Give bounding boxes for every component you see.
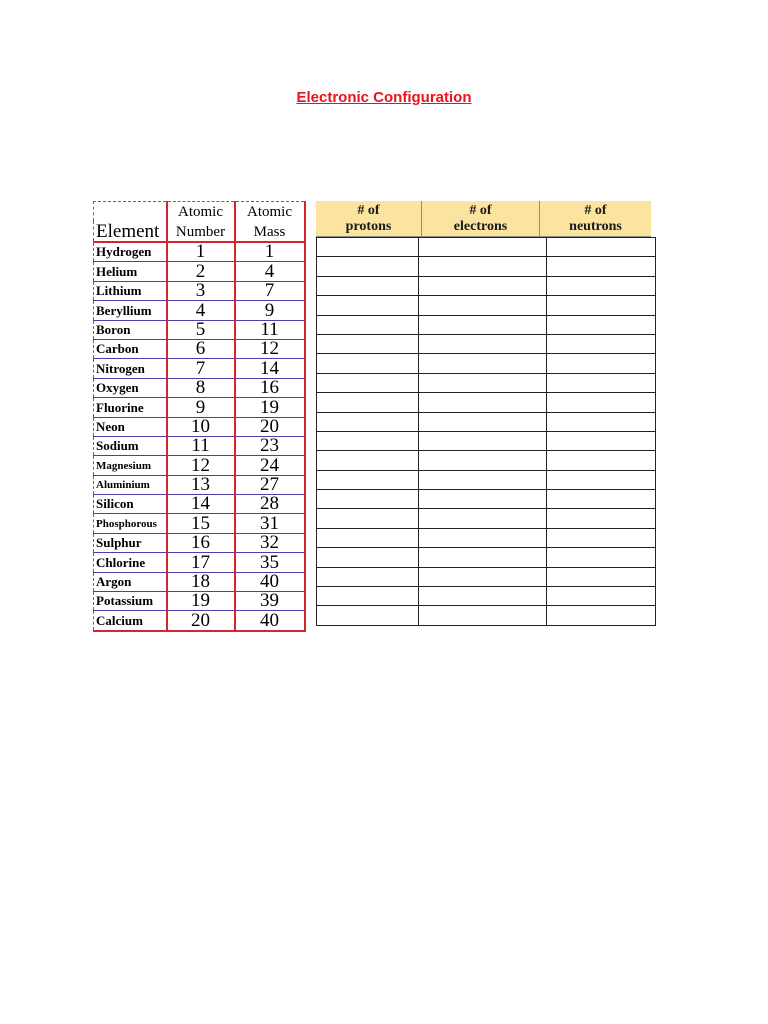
electrons-cell[interactable] bbox=[419, 373, 547, 392]
element-name: Helium bbox=[94, 262, 167, 281]
protons-cell[interactable] bbox=[317, 548, 419, 567]
header-atomic-mass-top: Atomic bbox=[235, 202, 305, 222]
element-name: Boron bbox=[94, 320, 167, 339]
table-row bbox=[317, 238, 656, 257]
header-protons bbox=[316, 201, 422, 236]
atomic-mass: 16 bbox=[235, 378, 305, 397]
table-row bbox=[94, 398, 305, 417]
electrons-cell[interactable] bbox=[419, 238, 547, 257]
header-atomic-number: Number bbox=[167, 221, 235, 242]
atomic-mass: 19 bbox=[235, 398, 305, 417]
atomic-mass: 7 bbox=[235, 281, 305, 300]
table-row bbox=[94, 495, 305, 514]
table-row bbox=[317, 276, 656, 295]
table-row bbox=[317, 412, 656, 431]
protons-cell[interactable] bbox=[317, 276, 419, 295]
table-row bbox=[94, 320, 305, 339]
table-row bbox=[317, 257, 656, 276]
atomic-number: 13 bbox=[167, 475, 235, 494]
protons-cell[interactable] bbox=[317, 606, 419, 625]
atomic-mass: 4 bbox=[235, 262, 305, 281]
atomic-mass: 35 bbox=[235, 553, 305, 572]
header-neutrons bbox=[540, 201, 651, 236]
element-name: Beryllium bbox=[94, 301, 167, 320]
table-row bbox=[317, 393, 656, 412]
table-row bbox=[94, 281, 305, 300]
electrons-cell[interactable] bbox=[419, 470, 547, 489]
element-name: Aluminium bbox=[94, 475, 167, 494]
table-row bbox=[94, 417, 305, 436]
atomic-number: 5 bbox=[167, 320, 235, 339]
protons-cell[interactable] bbox=[317, 509, 419, 528]
atomic-number: 7 bbox=[167, 359, 235, 378]
protons-cell[interactable] bbox=[317, 393, 419, 412]
counts-table-header bbox=[316, 201, 651, 237]
table-row bbox=[94, 301, 305, 320]
electrons-cell[interactable] bbox=[419, 528, 547, 547]
atomic-mass: 20 bbox=[235, 417, 305, 436]
element-name: Phosphorous bbox=[94, 514, 167, 533]
protons-cell[interactable] bbox=[317, 412, 419, 431]
neutrons-cell[interactable] bbox=[547, 412, 656, 431]
table-row bbox=[94, 242, 305, 262]
neutrons-cell[interactable] bbox=[547, 528, 656, 547]
atomic-number: 17 bbox=[167, 553, 235, 572]
atomic-number: 18 bbox=[167, 572, 235, 591]
electrons-cell[interactable] bbox=[419, 509, 547, 528]
atomic-mass: 39 bbox=[235, 592, 305, 611]
table-row bbox=[317, 470, 656, 489]
neutrons-cell[interactable] bbox=[547, 296, 656, 315]
electrons-cell[interactable] bbox=[419, 334, 547, 353]
neutrons-cell[interactable] bbox=[547, 393, 656, 412]
atomic-number: 4 bbox=[167, 301, 235, 320]
neutrons-cell[interactable] bbox=[547, 567, 656, 586]
table-row bbox=[94, 262, 305, 281]
electrons-cell[interactable] bbox=[419, 567, 547, 586]
electrons-cell[interactable] bbox=[419, 257, 547, 276]
neutrons-cell[interactable] bbox=[547, 373, 656, 392]
atomic-mass: 14 bbox=[235, 359, 305, 378]
atomic-number: 16 bbox=[167, 533, 235, 552]
atomic-number: 20 bbox=[167, 611, 235, 631]
neutrons-cell[interactable] bbox=[547, 334, 656, 353]
protons-cell[interactable] bbox=[317, 528, 419, 547]
header-element-top bbox=[94, 202, 167, 222]
electrons-cell[interactable] bbox=[419, 296, 547, 315]
electrons-cell[interactable] bbox=[419, 412, 547, 431]
electrons-cell[interactable] bbox=[419, 451, 547, 470]
table-row bbox=[317, 451, 656, 470]
element-name: Calcium bbox=[94, 611, 167, 631]
elements-table-body bbox=[94, 202, 305, 631]
element-name: Carbon bbox=[94, 339, 167, 358]
atomic-number: 11 bbox=[167, 436, 235, 455]
table-row bbox=[317, 315, 656, 334]
table-row bbox=[317, 587, 656, 606]
table-row bbox=[317, 334, 656, 353]
table-row bbox=[94, 378, 305, 397]
table-row bbox=[94, 533, 305, 552]
atomic-number: 14 bbox=[167, 495, 235, 514]
atomic-number: 6 bbox=[167, 339, 235, 358]
table-row bbox=[317, 509, 656, 528]
atomic-number: 8 bbox=[167, 378, 235, 397]
table-row bbox=[94, 572, 305, 591]
electrons-cell[interactable] bbox=[419, 431, 547, 450]
atomic-mass: 1 bbox=[235, 242, 305, 262]
neutrons-cell[interactable] bbox=[547, 451, 656, 470]
atomic-number: 1 bbox=[167, 242, 235, 262]
table-row bbox=[317, 606, 656, 625]
counts-table bbox=[316, 237, 656, 626]
protons-cell[interactable] bbox=[317, 257, 419, 276]
table-row bbox=[317, 490, 656, 509]
atomic-mass: 12 bbox=[235, 339, 305, 358]
electrons-cell[interactable] bbox=[419, 393, 547, 412]
table-row bbox=[94, 553, 305, 572]
neutrons-cell[interactable] bbox=[547, 548, 656, 567]
electrons-cell[interactable] bbox=[419, 587, 547, 606]
atomic-mass: 40 bbox=[235, 611, 305, 631]
protons-cell[interactable] bbox=[317, 296, 419, 315]
header-protons-line2: protons bbox=[345, 219, 392, 234]
table-row bbox=[94, 514, 305, 533]
table-row bbox=[94, 436, 305, 455]
header-atomic-number-top: Atomic bbox=[167, 202, 235, 222]
header-neutrons-line1: # of bbox=[584, 203, 607, 218]
element-name: Argon bbox=[94, 572, 167, 591]
element-name: Oxygen bbox=[94, 378, 167, 397]
element-name: Nitrogen bbox=[94, 359, 167, 378]
atomic-number: 19 bbox=[167, 592, 235, 611]
element-name: Lithium bbox=[94, 281, 167, 300]
element-name: Silicon bbox=[94, 495, 167, 514]
elements-header-row-top bbox=[94, 202, 305, 222]
table-row bbox=[94, 339, 305, 358]
table-row bbox=[317, 354, 656, 373]
atomic-mass: 32 bbox=[235, 533, 305, 552]
protons-cell[interactable] bbox=[317, 315, 419, 334]
element-name: Sulphur bbox=[94, 533, 167, 552]
electrons-cell[interactable] bbox=[419, 276, 547, 295]
element-name: Magnesium bbox=[94, 456, 167, 475]
protons-cell[interactable] bbox=[317, 567, 419, 586]
header-neutrons-line2: neutrons bbox=[569, 219, 622, 234]
atomic-number: 12 bbox=[167, 456, 235, 475]
protons-cell[interactable] bbox=[317, 334, 419, 353]
element-name: Hydrogen bbox=[94, 242, 167, 262]
neutrons-cell[interactable] bbox=[547, 238, 656, 257]
table-row bbox=[317, 548, 656, 567]
element-name: Fluorine bbox=[94, 398, 167, 417]
atomic-mass: 28 bbox=[235, 495, 305, 514]
table-row bbox=[94, 475, 305, 494]
table-row bbox=[94, 592, 305, 611]
neutrons-cell[interactable] bbox=[547, 490, 656, 509]
page-title: Electronic Configuration bbox=[296, 89, 472, 106]
elements-table bbox=[93, 201, 306, 632]
header-electrons-line2: electrons bbox=[453, 219, 508, 234]
atomic-mass: 9 bbox=[235, 301, 305, 320]
header-element: Element bbox=[94, 221, 167, 242]
neutrons-cell[interactable] bbox=[547, 315, 656, 334]
neutrons-cell[interactable] bbox=[547, 257, 656, 276]
element-name: Neon bbox=[94, 417, 167, 436]
atomic-mass: 11 bbox=[235, 320, 305, 339]
table-row bbox=[317, 296, 656, 315]
atomic-number: 15 bbox=[167, 514, 235, 533]
protons-cell[interactable] bbox=[317, 238, 419, 257]
element-name: Sodium bbox=[94, 436, 167, 455]
atomic-number: 9 bbox=[167, 398, 235, 417]
electrons-cell[interactable] bbox=[419, 315, 547, 334]
neutrons-cell[interactable] bbox=[547, 276, 656, 295]
protons-cell[interactable] bbox=[317, 354, 419, 373]
atomic-mass: 27 bbox=[235, 475, 305, 494]
neutrons-cell[interactable] bbox=[547, 509, 656, 528]
atomic-number: 2 bbox=[167, 262, 235, 281]
neutrons-cell[interactable] bbox=[547, 606, 656, 625]
protons-cell[interactable] bbox=[317, 490, 419, 509]
table-row bbox=[94, 456, 305, 475]
header-protons-line1: # of bbox=[357, 203, 380, 218]
atomic-mass: 31 bbox=[235, 514, 305, 533]
protons-cell[interactable] bbox=[317, 587, 419, 606]
header-atomic-mass: Mass bbox=[235, 221, 305, 242]
element-name: Potassium bbox=[94, 592, 167, 611]
neutrons-cell[interactable] bbox=[547, 470, 656, 489]
header-electrons bbox=[422, 201, 540, 236]
element-name: Chlorine bbox=[94, 553, 167, 572]
table-row bbox=[317, 528, 656, 547]
protons-cell[interactable] bbox=[317, 470, 419, 489]
table-row bbox=[317, 373, 656, 392]
electrons-cell[interactable] bbox=[419, 548, 547, 567]
protons-cell[interactable] bbox=[317, 431, 419, 450]
atomic-number: 3 bbox=[167, 281, 235, 300]
atomic-mass: 23 bbox=[235, 436, 305, 455]
electrons-cell[interactable] bbox=[419, 606, 547, 625]
neutrons-cell[interactable] bbox=[547, 587, 656, 606]
table-row bbox=[317, 431, 656, 450]
atomic-number: 10 bbox=[167, 417, 235, 436]
elements-header-row-bottom bbox=[94, 221, 305, 242]
protons-cell[interactable] bbox=[317, 373, 419, 392]
atomic-mass: 24 bbox=[235, 456, 305, 475]
table-row bbox=[94, 359, 305, 378]
table-row bbox=[317, 567, 656, 586]
protons-cell[interactable] bbox=[317, 451, 419, 470]
neutrons-cell[interactable] bbox=[547, 431, 656, 450]
counts-table-body bbox=[317, 238, 656, 626]
atomic-mass: 40 bbox=[235, 572, 305, 591]
electrons-cell[interactable] bbox=[419, 354, 547, 373]
electrons-cell[interactable] bbox=[419, 490, 547, 509]
header-electrons-line1: # of bbox=[469, 203, 492, 218]
table-row bbox=[94, 611, 305, 631]
neutrons-cell[interactable] bbox=[547, 354, 656, 373]
